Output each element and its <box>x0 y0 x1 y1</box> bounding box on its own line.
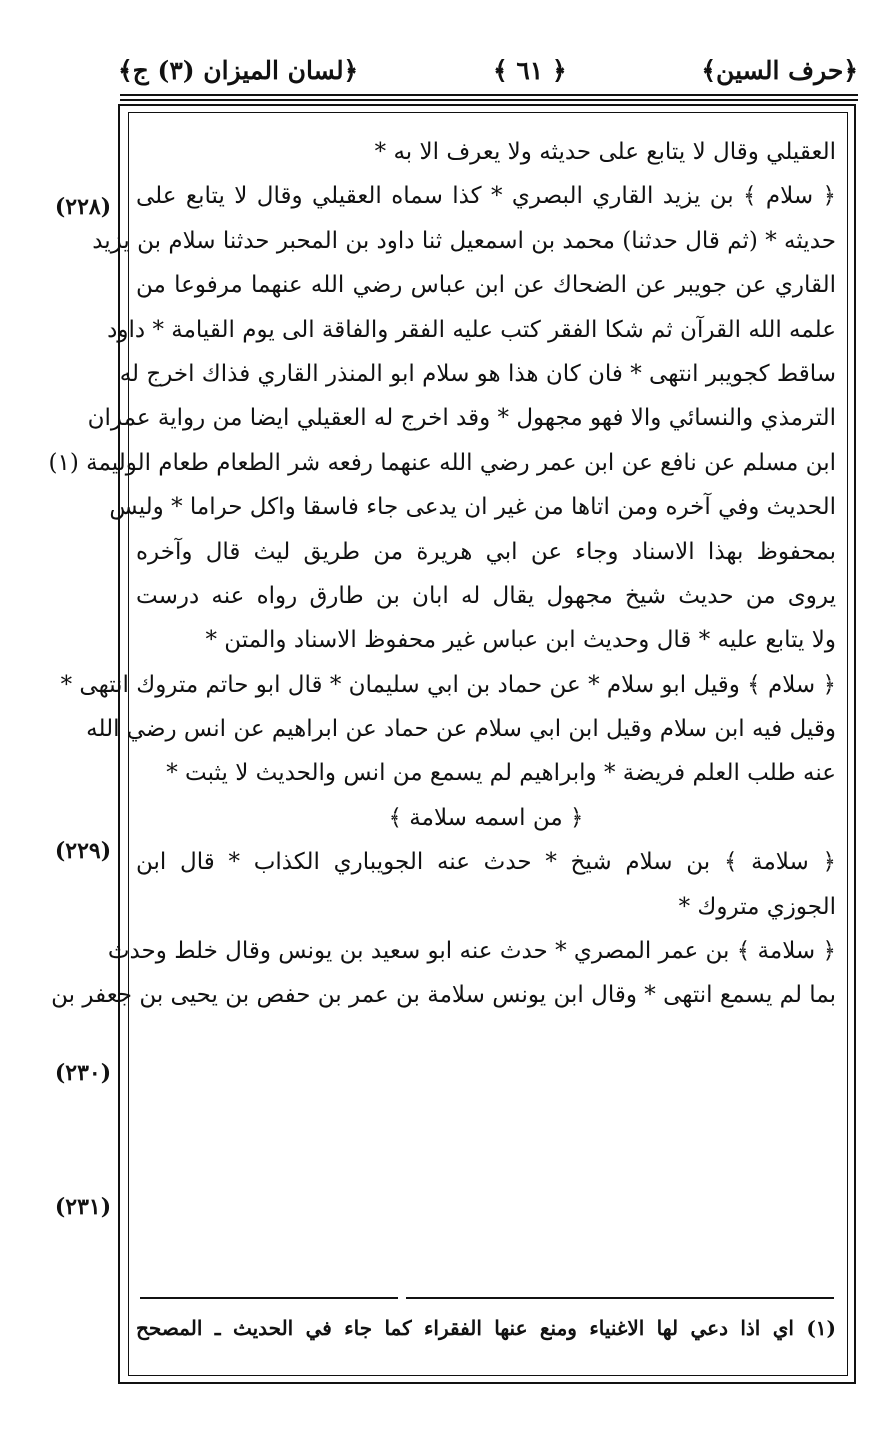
text-line: علمه الله القرآن ثم شكا الفقر كتب عليه الفقر والفاقة الى يوم القيامة * داود <box>107 316 836 343</box>
text-line: ساقط كجويبر انتهى * فان كان هذا هو سلام ابو المنذر القاري فذاك اخرج له <box>119 360 836 387</box>
footnote: (١) اي اذا دعي لها الاغنياء ومنع عنها الفقراء كما جاء في الحديث ـ المصحح <box>136 1316 836 1340</box>
section-heading: ﴿ من اسمه سلامة ﴾ <box>388 804 584 831</box>
text-line: ﴿ سلامة ﴾ بن سلام شيخ * حدث عنه الجويباري الكذاب * قال ابن <box>136 849 836 876</box>
running-header <box>118 48 858 92</box>
text-line: العقيلي وقال لا يتابع على حديثه ولا يعرف الا به * <box>374 139 836 165</box>
text-line: بما لم يسمع انتهى * وقال ابن يونس سلامة بن عمر بن حفص بن يحيى بن جعفر بن <box>51 982 836 1009</box>
text-line: الجوزي متروك * <box>678 893 836 920</box>
book-title: ﴿لسان الميزان (٣) ج﴾ <box>118 55 359 85</box>
entry-number-228: (٢٢٨) <box>54 194 112 220</box>
entry-number-229: (٢٢٩) <box>54 838 112 864</box>
page-number: ﴿ ٦١ ﴾ <box>493 55 567 85</box>
text-line: ﴿ سلام ﴾ بن يزيد القاري البصري * كذا سماه العقيلي وقال لا يتابع على <box>136 183 836 210</box>
text-line: الترمذي والنسائي والا فهو مجهول * وقد اخرج له العقيلي ايضا من رواية عمران <box>87 405 836 432</box>
footnote-rule-left <box>140 1297 398 1299</box>
header-rule <box>120 94 858 96</box>
header-rule-double <box>120 99 858 101</box>
text-line: عنه طلب العلم فريضة * وابراهيم لم يسمع من انس والحديث لا يثبت * <box>166 760 836 787</box>
text-line: بمحفوظ بهذا الاسناد وجاء عن ابي هريرة من طريق ليث قال وآخره <box>136 538 836 565</box>
text-line: ابن مسلم عن نافع عن ابن عمر رضي الله عنهما رفعه شر الطعام طعام الوليمة (١) <box>48 449 836 476</box>
text-line: ﴿ سلامة ﴾ بن عمر المصري * حدث عنه ابو سعيد بن يونس وقال خلط وحدث <box>107 938 836 965</box>
text-line: ولا يتابع عليه * قال وحديث ابن عباس غير محفوظ الاسناد والمتن * <box>205 627 836 654</box>
entry-number-230: (٢٣٠) <box>54 1060 112 1086</box>
text-line: القاري عن جويبر عن الضحاك عن ابن عباس رضي الله عنهما مرفوعا من <box>136 272 836 299</box>
entry-number-231: (٢٣١) <box>54 1194 112 1220</box>
text-line: حديثه * (ثم قال حدثنا) محمد بن اسمعيل ثنا داود بن المحبر حدثنا سلام بن يزيد <box>92 227 836 254</box>
text-line: يروى من حديث شيخ مجهول يقال له ابان بن طارق رواه عنه درست <box>136 582 836 609</box>
text-line: وقيل فيه ابن سلام وقيل ابن ابي سلام عن حماد عن ابراهيم عن انس رضي الله <box>86 716 836 743</box>
text-line: الحديث وفي آخره ومن اتاها من غير ان يدعى جاء فاسقا واكل حراما * وليس <box>109 494 836 521</box>
chapter-title: ﴿حرف السين﴾ <box>701 55 858 85</box>
text-line: ﴿ سلام ﴾ وقيل ابو سلام * عن حماد بن ابي سليمان * قال ابو حاتم متروك انتهى * <box>60 671 836 698</box>
footnote-rule-right <box>406 1297 834 1299</box>
